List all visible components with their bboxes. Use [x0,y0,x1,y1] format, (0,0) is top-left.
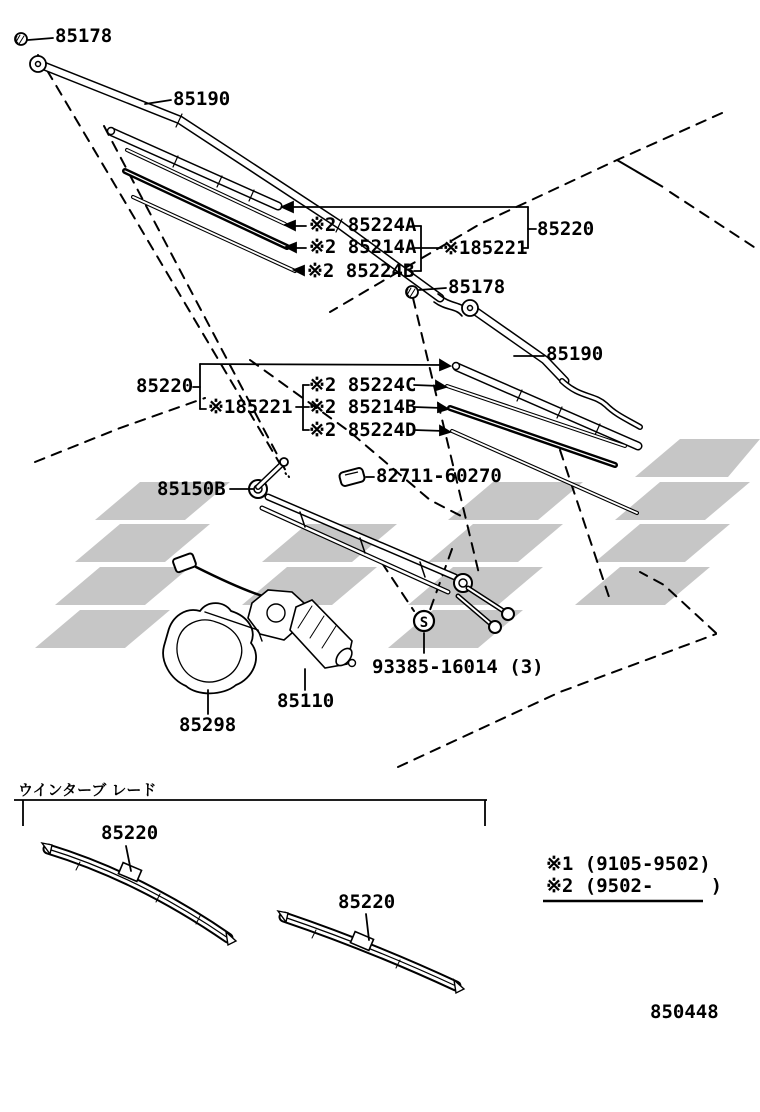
figure-code: 850448 [650,1001,719,1023]
motor-cover-drawing [163,603,262,693]
grommet-drawing [339,467,366,487]
part-label-cap-lower: 85178 [448,276,506,298]
part-label-grommet: 82711-60270 [376,465,502,487]
wiper-blade-lower-drawing [453,363,639,447]
part-label-strip-e: ※2 85214B [309,396,417,418]
part-label-winter-blade-right: 85220 [338,891,396,913]
part-label-strip-b: ※2 85214A [309,236,417,258]
winter-blade-right-drawing [278,911,464,993]
part-label-strip-c: ※2 85224B [307,260,415,282]
rubber-strips-top-drawing [125,150,295,271]
part-label-nut: 93385-16014 (3) [372,656,544,678]
part-label-blade-assy-top: 85220 [537,218,595,240]
part-label-cap-top: 85178 [55,25,113,47]
bolt-cap-top-icon [15,33,27,45]
applicability-note-2: ※2 (9502- ) [546,875,723,897]
part-label-blade-top: ※185221 [443,237,528,259]
part-label-link: 85150B [157,478,226,500]
part-label-strip-d: ※2 85224C [309,374,417,396]
leader-lines [28,38,544,940]
bolt-cap-lower-icon [406,286,418,298]
part-label-arm-top: 85190 [173,88,231,110]
part-label-strip-a: ※2 85224A [309,214,417,236]
s-nut-icon [414,611,434,631]
part-label-arm-lower: 85190 [546,343,604,365]
part-label-blade-lower: ※185221 [208,396,293,418]
winter-blade-section-title: ウインターブ レード [18,781,157,799]
part-label-cover: 85298 [179,714,237,736]
part-label-strip-f: ※2 85224D [309,419,417,441]
part-label-blade-assy-lower: 85220 [136,375,194,397]
windshield-edge-segment [617,160,663,187]
applicability-note-1: ※1 (9105-9502) [546,853,711,875]
svg-text:S: S [419,615,429,631]
winter-blade-left-drawing [42,843,236,945]
part-label-motor: 85110 [277,690,335,712]
part-label-winter-blade-left: 85220 [101,822,159,844]
